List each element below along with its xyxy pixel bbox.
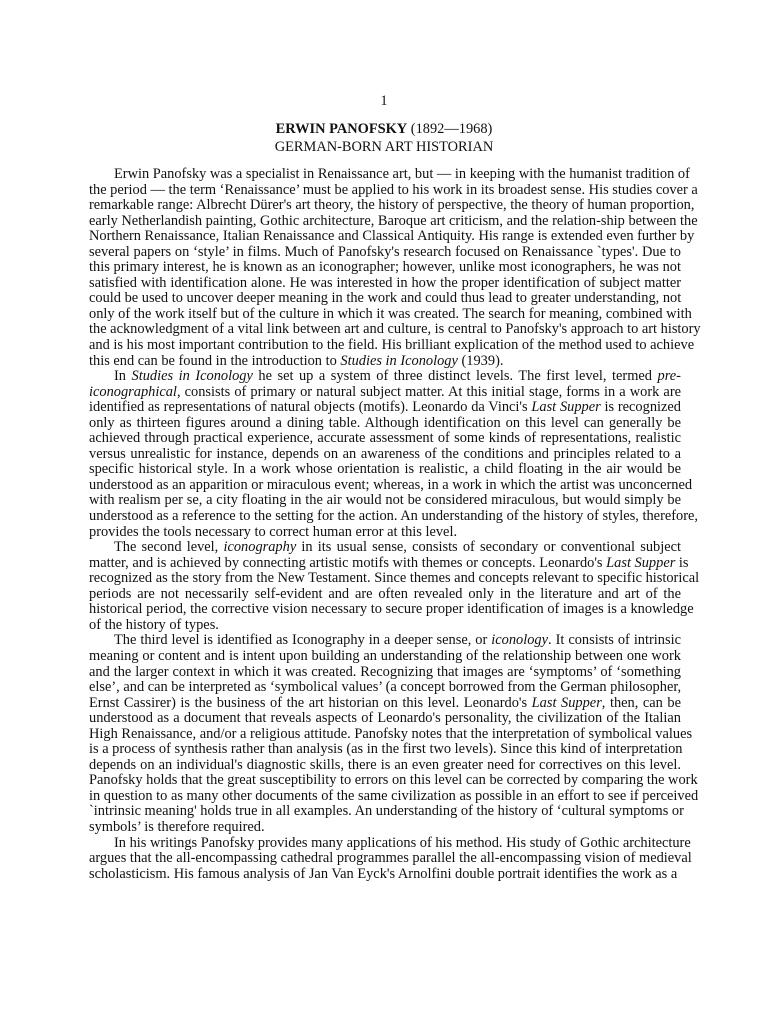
text-run: understood as a document that reveals aspects of Leonardo's personality, the civilization of the Italian — [89, 710, 681, 727]
paragraph — [89, 539, 700, 633]
text-run: could be used to uncover deeper meaning in the work and could thus lead to greater understanding, not — [89, 290, 682, 307]
text-run: satisfied with identification alone. He was interested in how the proper identification of subject matter — [89, 274, 681, 291]
subject-dates: (1892—1968) — [407, 121, 493, 137]
text-run: Ernst Cassirer) is the business of the art historian on this level. Leonardo's — [89, 694, 532, 711]
text-run: in question to as many other documents of the same civilization as possible in an effort to see if perceived — [89, 787, 699, 804]
paragraph — [89, 368, 699, 540]
text-run: The third level is identified as Iconography in a deeper sense, or — [114, 632, 492, 649]
text-line — [89, 803, 684, 820]
text-run: understood as a reference to the setting for the action. An understanding of the history of styles, therefore, — [89, 508, 699, 525]
text-run: is a process of synthesis rather than analysis (as in the first two levels). Since this kind of interpretation — [89, 741, 683, 758]
text-run: in its usual sense, consists of secondary or conventional subject — [296, 539, 681, 556]
paragraph — [89, 834, 692, 883]
text-line — [89, 321, 701, 338]
text-line — [89, 570, 700, 587]
text-line — [89, 834, 691, 852]
text-line — [89, 431, 681, 447]
paragraph — [89, 166, 701, 369]
italic-text: iconology — [491, 632, 548, 649]
text-run: only of the work itself but of the culture in which it was created. The search for meaning, combined with — [89, 305, 692, 322]
text-line — [89, 228, 695, 245]
text-run: recognized as the story from the New Testament. Since themes and concepts relevant to specific historical — [89, 570, 700, 587]
article-subtitle: GERMAN-BORN ART HISTORIAN — [274, 139, 494, 155]
text-line — [89, 649, 681, 665]
text-run: the acknowledgment of a vital link between art and culture, is central to Panofsky's approach to art history — [89, 321, 701, 338]
text-line — [89, 212, 698, 230]
text-run: (1939). — [457, 352, 504, 369]
text-line — [89, 447, 681, 463]
text-line — [89, 742, 681, 758]
text-line — [89, 787, 699, 805]
text-run: Erwin Panofsky was a specialist in Renaissance art, but — in keeping with the humanist tradition of — [114, 166, 690, 182]
text-run: matter, and is achieved by connecting artistic motifs with themes or concepts. Leonardo's — [89, 554, 607, 571]
article-title — [0, 120, 768, 138]
text-line — [89, 850, 692, 867]
text-line — [89, 820, 681, 836]
text-run: Northern Renaissance, Italian Renaissance and Classical Antiquity. His range is extended even further by — [89, 228, 695, 245]
text-run: understood as an apparition or miraculous event; whereas, in a work in which the artist was unconcerned — [89, 476, 693, 493]
italic-text: pre- — [657, 368, 681, 385]
text-line — [89, 369, 681, 385]
text-run: . It consists of intrinsic — [548, 632, 681, 649]
text-run: this end can be found in the introduction to — [89, 352, 341, 369]
paragraph — [89, 632, 699, 835]
text-line — [89, 462, 681, 478]
text-line — [89, 633, 681, 649]
text-line — [89, 601, 694, 618]
text-run: specific historical style. In a work whose orientation is realistic, a child floating in the air would be — [89, 461, 681, 478]
page-number: 1 — [380, 93, 388, 109]
text-line — [89, 618, 681, 634]
text-line — [89, 867, 681, 883]
text-run: historical period, the corrective vision necessary to secure proper identification of images is a knowledge — [89, 601, 694, 618]
text-run: is recognized — [600, 399, 681, 416]
text-run: The second level, — [114, 539, 224, 556]
article-body — [89, 166, 701, 882]
text-run: , consists of primary or natural subject matter. At this initial stage, forms in a work are — [176, 383, 681, 400]
text-line — [89, 291, 681, 307]
text-line — [89, 476, 693, 494]
italic-text: Studies in Iconology — [131, 368, 253, 385]
text-run: and is his most important contribution to the field. His brilliant explication of the method used to achieve — [89, 337, 695, 354]
text-line — [89, 758, 681, 774]
text-run: versus unrealistic for instance, depends on an awareness of the conditions and principles related to a — [89, 445, 681, 462]
text-run: with realism per se, a city floating in the air would not be considered miraculous, but would simply be — [89, 492, 681, 509]
text-line — [89, 525, 681, 541]
text-run: only as thirteen figures around a dining table. Although identification on this level can generally be — [89, 414, 681, 431]
text-line — [89, 166, 690, 183]
text-run: periods are not necessarily self-evident and are often revealed only in the literature and art of the — [89, 585, 681, 602]
subject-name: ERWIN PANOFSKY — [275, 121, 408, 137]
text-line — [89, 245, 681, 261]
text-run: achieved through practical experience, accurate assessment of some kinds of representations, realistic — [89, 430, 681, 447]
italic-text: Last Supper — [606, 554, 676, 571]
text-run: he set up a system of three distinct levels. The first level, termed — [252, 368, 658, 385]
text-run: and the larger context in which it was created. Recognizing that images are ‘symptoms’ of ‘something — [89, 663, 681, 680]
text-run: In — [114, 368, 132, 385]
text-line — [89, 508, 699, 525]
text-run: several papers on ‘style’ in films. Much of Panofsky's research focused on Renaissance `types'. Due to — [89, 243, 681, 260]
text-line — [89, 725, 693, 743]
text-run: early Netherlandish painting, Gothic architecture, Baroque art criticism, and the relation-ship between the — [89, 212, 698, 229]
text-run: In his writings Panofsky provides many applications of his method. His study of Gothic architecture — [114, 834, 691, 851]
text-line — [89, 260, 681, 276]
text-line — [89, 385, 681, 401]
text-run: High Renaissance, and/or a religious attitude. Panofsky notes that the interpretation of symbolical values — [89, 725, 693, 742]
text-line — [89, 711, 681, 727]
text-run: , then, can be — [601, 694, 681, 711]
text-run: else’, and can be interpreted as ‘symbolical values’ (a concept borrowed from the German philosopher, — [89, 679, 682, 696]
text-run: provides the tools necessary to correct human error at this level. — [89, 523, 458, 540]
text-line — [89, 587, 681, 603]
text-line — [89, 416, 681, 432]
text-run: meaning or content and is intent upon building an understanding of the relationship between one work — [89, 647, 681, 664]
text-line — [89, 305, 692, 323]
text-line — [89, 680, 681, 696]
text-run: is — [675, 554, 689, 571]
text-run: argues that the all-encompassing cathedral programmes parallel the all-encompassing vision of medieval — [89, 850, 692, 867]
text-run: `intrinsic meaning' holds true in all examples. An understanding of the history of ‘cultural symptoms or — [89, 803, 684, 820]
text-line — [89, 696, 681, 712]
italic-text: Studies in Iconology — [340, 352, 458, 369]
text-line — [89, 772, 698, 789]
text-line — [89, 493, 681, 509]
text-run: this primary interest, he is known as an iconographer; however, unlike most iconographers, he was not — [89, 259, 681, 276]
text-line — [89, 540, 681, 556]
italic-text: iconographical — [89, 383, 177, 400]
text-run: depends on an individual's diagnostic skills, there is an even greater need for correctives on this level. — [89, 756, 681, 773]
text-line — [89, 354, 681, 370]
text-run: Panofsky holds that the great susceptibility to errors on this level can be corrected by comparing the work — [89, 772, 698, 789]
text-line — [89, 665, 681, 681]
text-line — [89, 554, 689, 572]
text-run: remarkable range: Albrecht Dürer's art theory, the history of perspective, the theory of human proportion, — [89, 197, 695, 214]
italic-text: Last Supper — [531, 399, 601, 416]
text-line — [89, 181, 698, 199]
text-run: symbols’ is therefore required. — [89, 818, 265, 835]
italic-text: iconography — [223, 539, 297, 556]
text-run: identified as representations of natural objects (motifs). Leonardo da Vinci's — [89, 399, 532, 416]
text-line — [89, 400, 681, 416]
text-line — [89, 337, 695, 354]
text-run: of the history of types. — [89, 616, 219, 633]
text-run: scholasticism. His famous analysis of Jan Van Eyck's Arnolfini double portrait identifies the work as a — [89, 865, 678, 882]
italic-text: Last Supper — [531, 694, 602, 711]
text-line — [89, 276, 681, 292]
text-line — [89, 197, 695, 214]
text-run: the period — the term ‘Renaissance’ must be applied to his work in its broadest sense. His studies cover a — [89, 181, 698, 198]
